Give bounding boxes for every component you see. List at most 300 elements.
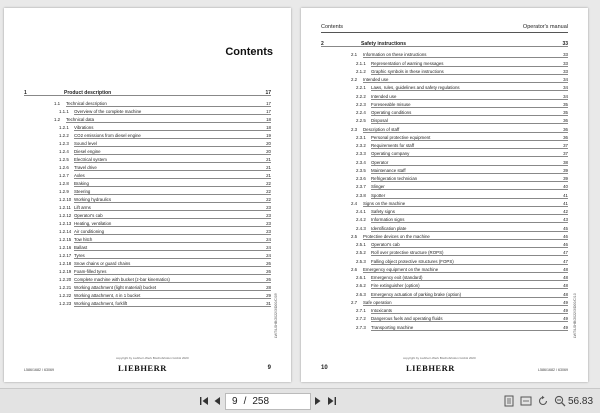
toc-entry-title: Diesel engine (74, 149, 101, 154)
footer-code-right: L586/1682 / 63069 (538, 368, 568, 372)
toc-entry-number: 1.2.22 (59, 293, 72, 298)
toc-entry[interactable] (301, 201, 588, 207)
toc-entry-rule (363, 57, 568, 58)
toc-entry-title: Technical description (66, 101, 107, 106)
toc-entry[interactable] (4, 109, 291, 115)
toc-entry-title: Product description (64, 90, 112, 96)
toc-entry-number: 1.2 (54, 117, 61, 122)
toc-entry-page: 35 (563, 101, 568, 107)
toc-entry-title: CO2 emissions from diesel engine (74, 133, 141, 138)
toc-entry-rule (74, 234, 271, 235)
toc-entry-rule (371, 288, 568, 289)
toc-entry-page: 26 (266, 277, 271, 282)
toc-entry-page: 22 (266, 189, 271, 194)
toc-entry-number: 2.3.4 (356, 159, 366, 165)
toc-entry[interactable] (301, 135, 588, 141)
toc-entry[interactable] (4, 149, 291, 155)
toc-entry-page: 40 (563, 184, 568, 190)
toc-entry[interactable] (301, 168, 588, 174)
toc-entry[interactable] (301, 143, 588, 149)
toc-entry-number: 1.2.18 (59, 261, 72, 266)
toc-entry-number: 1.1 (54, 101, 61, 106)
toc-entry[interactable] (4, 245, 291, 251)
side-code-right: LWT/LSHB/2022/3/D00/C/10 (573, 293, 577, 338)
toc-entry[interactable] (4, 285, 291, 291)
toc-entry-number: 2.6.1 (356, 275, 366, 280)
toc-entry-rule (74, 258, 271, 259)
toc-entry-number: 2.3.3 (356, 151, 366, 157)
toc-entry-number: 2.4.3 (356, 225, 366, 231)
toc-entry-rule (74, 266, 271, 267)
toc-entry-title: Heating, ventilation (74, 221, 112, 226)
toc-entry[interactable] (301, 316, 588, 322)
toc-entry-rule (371, 297, 568, 298)
toc-entry[interactable] (301, 250, 588, 256)
toc-entry-rule (66, 106, 271, 107)
toc-entry[interactable] (4, 253, 291, 259)
toc-entry-number: 1.2.5 (59, 157, 69, 162)
running-header-left: Contents (321, 24, 344, 30)
toc-entry-rule (371, 90, 568, 91)
toc-entry-rule (371, 198, 568, 199)
toc-entry-rule (363, 82, 568, 83)
toc-entry-number: 2.1.2 (356, 68, 366, 74)
zoom-level[interactable]: 56.83 (568, 395, 594, 407)
toc-entry-number: 1.1.1 (59, 109, 69, 114)
toc-entry-title: Information signs (371, 217, 405, 223)
toc-entry-page: 49 (563, 316, 568, 322)
toc-entry-page: 49 (563, 308, 568, 313)
toc-entry-title: Electrical system (74, 157, 107, 162)
toc-entry-page: 23 (266, 221, 271, 226)
toc-entry-page: 17 (266, 101, 271, 106)
toc-entry-number: 2.3.8 (356, 192, 366, 198)
toc-entry-number: 2.2 (351, 77, 358, 82)
toc-entry-number: 2.3.1 (356, 134, 366, 140)
toc-entry[interactable] (301, 61, 588, 67)
toc-entry-title: Operating conditions (371, 110, 412, 115)
toc-entry-number: 1.2.7 (59, 173, 69, 178)
toc-entry-page: 21 (266, 165, 271, 170)
toc-entry-page: 20 (266, 149, 271, 154)
toc-entry-page: 49 (563, 299, 568, 305)
toc-entry-page: 28 (266, 285, 271, 290)
toc-entry-number: 1.2.6 (59, 165, 69, 170)
toc-entry[interactable] (4, 165, 291, 171)
toc-entry-page: 38 (563, 159, 568, 165)
toc-entry-number: 1.2.12 (59, 213, 72, 218)
toc-entry-number: 1.2.17 (59, 253, 72, 258)
toc-entry[interactable] (4, 141, 291, 147)
fit-width-icon[interactable] (519, 393, 533, 409)
toc-entry-number: 2.7.1 (356, 308, 366, 313)
zoom-out-icon[interactable] (553, 393, 567, 409)
toc-entry-number: 1.2.23 (59, 301, 72, 306)
toc-entry-title: Transporting machine (371, 324, 414, 330)
toc-entry[interactable] (4, 269, 291, 275)
toc-entry-page: 24 (266, 253, 271, 258)
toc-entry-page: 24 (266, 237, 271, 242)
toc-entry-rule (74, 114, 271, 115)
toc-entry[interactable] (4, 197, 291, 203)
toc-entry-page: 48 (563, 283, 568, 289)
toc-entry-rule (371, 321, 568, 322)
toc-entry-number: 1.2.19 (59, 269, 72, 274)
toc-entry-page: 22 (266, 197, 271, 202)
toc-entry-number: 1.2.1 (59, 125, 69, 130)
toc-entry[interactable] (4, 133, 291, 139)
fit-page-icon[interactable] (502, 393, 516, 409)
liebherr-logo-left: LIEBHERR (118, 363, 167, 373)
toc-entry-title: Disposal (371, 118, 388, 124)
toc-entry-rule (74, 282, 271, 283)
toc-entry[interactable] (301, 41, 588, 47)
toc-entry-rule (371, 255, 568, 256)
toc-entry-number: 1.2.9 (59, 189, 69, 194)
toc-entry-page: 21 (266, 173, 271, 178)
toc-entry-number: 2.4.1 (356, 209, 366, 214)
toc-entry-rule (74, 210, 271, 211)
toc-entry-page: 41 (563, 192, 568, 198)
toc-entry-title: Snow chains or guard chains (74, 261, 131, 266)
toc-entry[interactable] (4, 125, 291, 131)
toc-entry-rule (371, 330, 568, 331)
toc-entry[interactable] (301, 94, 588, 100)
toc-entry[interactable] (301, 325, 588, 331)
page-number-input[interactable] (225, 393, 311, 410)
toc-entry[interactable] (301, 176, 588, 182)
toc-entry-number: 2.6.2 (356, 283, 366, 289)
toc-entry[interactable] (4, 293, 291, 299)
viewer-toolbar (0, 388, 600, 413)
toc-entry-page: 46 (563, 242, 568, 247)
toc-entry-page: 31 (266, 301, 271, 306)
toc-entry-title: Foreseeable misuse (371, 101, 411, 107)
toc-entry-number: 2 (321, 41, 324, 47)
toc-entry-title: Requirements for staff (371, 143, 415, 148)
toc-entry-rule (371, 231, 568, 232)
toc-entry[interactable] (4, 173, 291, 179)
toc-entry-rule (371, 173, 568, 174)
liebherr-logo-right: LIEBHERR (406, 363, 455, 373)
toc-entry-rule (66, 122, 271, 123)
toc-entry-page: 20 (266, 141, 271, 146)
toc-entry-title: Ballast (74, 245, 88, 250)
toc-entry-rule (371, 148, 568, 149)
toc-entry-title: Graphic symbols in these instructions (371, 68, 444, 74)
toc-entry-page: 23 (266, 205, 271, 210)
toc-entry-number: 2.1.1 (356, 60, 366, 66)
toc-entry-rule (371, 74, 568, 75)
toc-entry[interactable] (301, 102, 588, 108)
toc-entry-rule (363, 272, 568, 273)
toc-entry-number: 1.2.11 (59, 205, 71, 210)
toc-entry[interactable] (301, 275, 588, 281)
toc-entry[interactable] (4, 101, 291, 107)
toc-entry-page: 23 (266, 213, 271, 218)
toc-entry-number: 1.2.8 (59, 181, 69, 186)
toc-entry[interactable] (4, 221, 291, 227)
toc-entry-page: 47 (563, 250, 568, 256)
toc-entry-number: 2.7.3 (356, 324, 366, 330)
toc-entry-title: Maintenance staff (371, 167, 406, 173)
toc-entry-title: Overview of the complete machine (74, 109, 142, 114)
toc-entry-rule (74, 194, 271, 195)
toc-entry-rule (371, 140, 568, 141)
toc-entry[interactable] (301, 69, 588, 75)
toc-entry-page: 36 (563, 134, 568, 140)
toc-entry-page: 29 (266, 293, 271, 298)
toc-entry-rule (371, 214, 568, 215)
toc-entry-number: 2.2.5 (356, 118, 366, 124)
page-separator: / (243, 396, 247, 407)
toc-entry[interactable] (301, 118, 588, 124)
toc-entry-rule (371, 181, 568, 182)
toc-entry-number: 2.2.2 (356, 93, 366, 99)
toc-entry-page: 48 (563, 275, 568, 280)
toc-entry-page: 39 (563, 176, 568, 181)
toc-entry-number: 2.5.3 (356, 258, 366, 264)
toc-entry[interactable] (301, 259, 588, 265)
toc-entry[interactable] (301, 308, 588, 314)
toc-entry-rule (371, 99, 568, 100)
toc-entry-page: 33 (562, 41, 568, 47)
toc-entry-title: Steering (74, 189, 91, 194)
toc-entry-page: 36 (563, 118, 568, 124)
toc-entry[interactable] (301, 184, 588, 190)
contents-title: Contents (225, 46, 273, 58)
toc-entry-rule (363, 132, 568, 133)
toc-entry[interactable] (301, 242, 588, 248)
toc-entry-rule (74, 290, 271, 291)
toc-entry-number: 2.6.3 (356, 291, 366, 297)
document-page-left (4, 8, 291, 382)
toc-entry-number: 2.2.3 (356, 101, 366, 107)
toc-entry[interactable] (301, 292, 588, 298)
toc-entry-rule (74, 202, 271, 203)
copyright-left: copyright by Liebherr-Werk Bischofshofen GmbH 2020 (116, 356, 189, 360)
toc-entry[interactable] (301, 226, 588, 232)
toc-entry-rule (24, 95, 271, 96)
toc-entry[interactable] (301, 52, 588, 58)
toc-entry-number: 1.2.14 (59, 229, 72, 234)
toc-entry-title: Refrigeration technician (371, 176, 418, 181)
toc-entry-page: 47 (563, 258, 568, 264)
toc-entry-number: 1.2.3 (59, 141, 69, 146)
toc-entry-title: Air conditioning (74, 229, 105, 234)
toc-entry-number: 2.5.2 (356, 250, 366, 256)
toc-entry-number: 2.2.4 (356, 110, 366, 115)
toc-entry-title: Complete machine with bucket (z-bar kinematics) (74, 277, 170, 282)
toc-entry-number: 2.4 (351, 200, 358, 206)
header-rule (321, 32, 568, 33)
prev-page-icon[interactable] (212, 393, 222, 409)
toc-entry-page: 39 (563, 167, 568, 173)
page-total: 258 (252, 396, 270, 407)
toc-entry-number: 1.2.4 (59, 149, 69, 154)
toc-entry-page: 23 (266, 229, 271, 234)
toc-entry-page: 48 (563, 291, 568, 297)
toc-entry-title: Travel drive (74, 165, 97, 170)
toc-entry-rule (371, 107, 568, 108)
toc-entry-title: Braking (74, 181, 89, 186)
toc-entry-rule (74, 298, 271, 299)
toc-entry-title: Working attachment, 4 in 1 bucket (74, 293, 141, 298)
toc-entry[interactable] (301, 193, 588, 199)
toc-entry[interactable] (4, 301, 291, 307)
toc-entry-page: 18 (266, 117, 271, 122)
toc-entry-number: 2.6 (351, 266, 358, 272)
toc-entry-rule (371, 222, 568, 223)
toc-entry-number: 1.2.13 (59, 221, 72, 226)
toc-entry-rule (74, 274, 271, 275)
toc-entry-page: 21 (266, 157, 271, 162)
toc-entry-title: Safety instructions (361, 41, 407, 47)
page-number-right: 10 (321, 365, 328, 371)
toc-entry-rule (74, 170, 271, 171)
last-page-icon[interactable] (326, 393, 338, 409)
toc-entry-number: 1.2.15 (59, 237, 72, 242)
toc-entry[interactable] (4, 157, 291, 163)
toc-entry[interactable] (301, 217, 588, 223)
toc-entry-number: 2.1 (351, 52, 358, 58)
toc-entry-title: Intoxicants (371, 308, 392, 313)
toc-entry-number: 2.3.2 (356, 143, 366, 148)
toc-entry-title: Laws, rules, guidelines and safety regulations (371, 85, 460, 91)
toc-entry[interactable] (4, 237, 291, 243)
toc-entry-number: 1.2.2 (59, 133, 69, 138)
toc-entry-title: Slinger (371, 184, 385, 190)
toc-entry-title: Personal protective equipment (371, 134, 431, 140)
toc-entry-title: Sound level (74, 141, 97, 146)
toc-entry-title: Spotter (371, 192, 386, 198)
toc-entry-rule (74, 226, 271, 227)
toc-entry[interactable] (4, 277, 291, 283)
toc-entry-rule (363, 206, 568, 207)
toc-entry-title: Description of staff (363, 126, 400, 132)
toc-entry-page: 48 (563, 266, 568, 272)
rotate-icon[interactable] (536, 393, 550, 409)
toc-entry-title: Operator's cab (371, 242, 400, 247)
toc-entry-number: 2.7 (351, 299, 358, 305)
toc-entry-rule (74, 242, 271, 243)
toc-entry-page: 34 (563, 77, 568, 82)
toc-entry-number: 2.3.7 (356, 184, 366, 190)
toc-entry[interactable] (4, 261, 291, 267)
toc-entry-title: Emergency equipment on the machine (363, 266, 439, 272)
toc-entry-title: Representation of warning messages (371, 60, 444, 66)
toc-entry-title: Intended use (363, 77, 389, 82)
toc-entry-rule (371, 66, 568, 67)
toc-entry-number: 1 (24, 90, 27, 96)
toc-entry-title: Vibrations (74, 125, 94, 130)
toc-entry[interactable] (301, 300, 588, 306)
toc-entry[interactable] (4, 90, 291, 96)
toc-entry-number: 1.2.16 (59, 245, 72, 250)
toc-entry-title: Identification plate (371, 225, 407, 231)
toc-entry[interactable] (301, 85, 588, 91)
toc-entry-page: 33 (563, 68, 568, 74)
toc-entry-rule (371, 123, 568, 124)
next-page-icon[interactable] (313, 393, 323, 409)
toc-entry-rule (74, 154, 271, 155)
toc-entry-page: 22 (266, 181, 271, 186)
first-page-icon[interactable] (198, 393, 210, 409)
toc-entry-title: Operator's cab (74, 213, 103, 218)
side-code-left: LWT/LSHB/2022/3/D00/C/09 (274, 293, 278, 338)
toc-entry-rule (74, 138, 271, 139)
toc-entry-page: 49 (563, 324, 568, 330)
toc-entry-number: 2.3.5 (356, 167, 366, 173)
toc-entry-page: 35 (563, 110, 568, 115)
toc-entry[interactable] (4, 189, 291, 195)
toc-entry-page: 18 (266, 125, 271, 130)
toc-entry-page: 37 (563, 151, 568, 157)
toc-entry-title: Safe operation (363, 299, 392, 305)
toc-entry-title: Working hydraulics (74, 197, 112, 202)
toc-entry[interactable] (4, 181, 291, 187)
toc-entry-page: 34 (563, 93, 568, 99)
toc-entry-title: Foam-filled tyres (74, 269, 107, 274)
toc-entry[interactable] (301, 127, 588, 133)
toc-entry[interactable] (301, 267, 588, 273)
toc-entry-rule (371, 189, 568, 190)
toc-entry-rule (363, 305, 568, 306)
toc-entry[interactable] (4, 117, 291, 123)
toc-entry-number: 1.2.20 (59, 277, 72, 282)
toc-entry-page: 17 (265, 90, 271, 96)
toc-entry-number: 1.2.21 (59, 285, 72, 290)
toc-entry[interactable] (4, 205, 291, 211)
toc-entry-rule (371, 264, 568, 265)
toc-entry[interactable] (4, 229, 291, 235)
toc-entry-page: 34 (563, 85, 568, 91)
toc-entry-rule (74, 306, 271, 307)
toc-entry-title: Safety signs (371, 209, 395, 214)
toc-entry[interactable] (301, 209, 588, 215)
toc-entry-number: 2.3.6 (356, 176, 366, 181)
toc-entry[interactable] (301, 234, 588, 240)
toc-entry[interactable] (4, 213, 291, 219)
toc-entry-page: 43 (563, 217, 568, 223)
toc-entry[interactable] (301, 77, 588, 83)
running-header-right: Operator's manual (522, 24, 568, 30)
toc-entry-title: Tyres (74, 253, 85, 258)
toc-entry-title: Lift arms (74, 205, 91, 210)
toc-entry-title: Axles (74, 173, 85, 178)
toc-entry-title: Signs on the machine (363, 200, 406, 206)
toc-entry-rule (74, 186, 271, 187)
toc-entry-title: Emergency exit (standard) (371, 275, 423, 280)
toc-entry-rule (321, 46, 568, 47)
page-number-left: 9 (267, 365, 271, 371)
toc-entry-page: 33 (563, 52, 568, 58)
toc-entry[interactable] (301, 160, 588, 166)
toc-entry-title: Technical data (66, 117, 95, 122)
toc-entry-page: 19 (266, 133, 271, 138)
toc-entry-rule (371, 165, 568, 166)
toc-entry[interactable] (301, 283, 588, 289)
toc-entry-number: 2.5.1 (356, 242, 366, 247)
page-current: 9 (232, 396, 238, 407)
toc-entry-rule (371, 247, 568, 248)
toc-entry[interactable] (301, 151, 588, 157)
toc-entry-number: 2.5 (351, 233, 358, 239)
copyright-right: copyright by Liebherr-Werk Bischofshofen GmbH 2020 (403, 356, 476, 360)
toc-entry-title: Emergency actuation of parking brake (option) (371, 291, 462, 297)
toc-entry[interactable] (301, 110, 588, 116)
toc-entry-rule (371, 280, 568, 281)
